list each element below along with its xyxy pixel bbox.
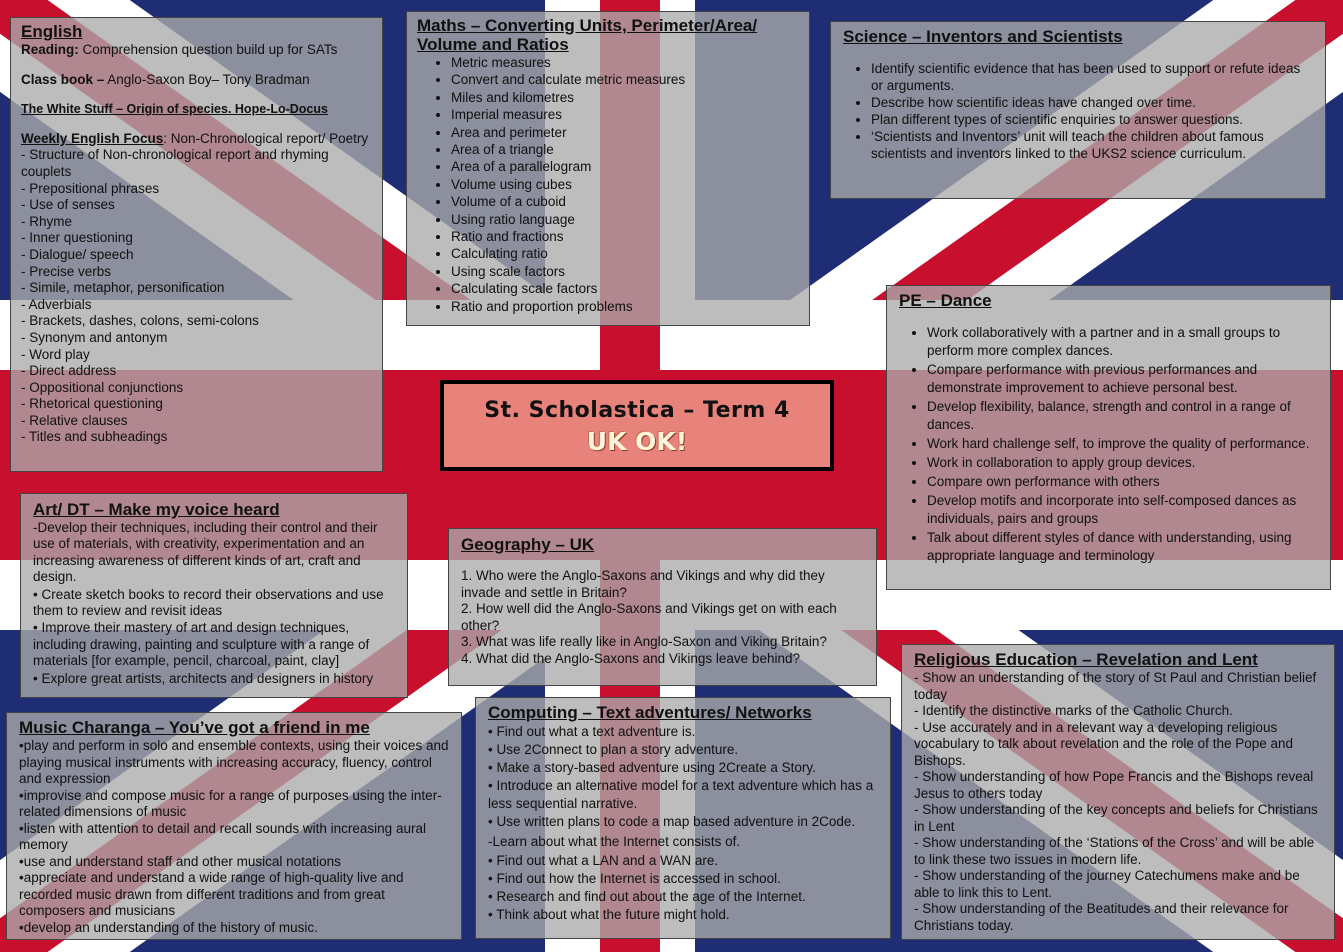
art-item-list bbox=[33, 520, 395, 687]
computing-list-item: • Make a story-based adventure using 2Create a Story. bbox=[488, 760, 816, 775]
pe-list-item: • Work in collaboration to apply group devices. bbox=[927, 454, 1318, 472]
english-list-item: - Adverbials bbox=[21, 296, 92, 312]
computing-list-item: • Use 2Connect to plan a story adventure. bbox=[488, 742, 739, 757]
music-list-item: •develop an understanding of the history of music. bbox=[19, 919, 318, 935]
computing-subheading: -Learn about what the Internet consists of. bbox=[488, 834, 741, 849]
computing-list-item: • Research and find out about the age of the Internet. bbox=[488, 889, 806, 904]
re-list-item: - Show understanding of the journey Catechumens make and be able to link this to Lent. bbox=[914, 868, 1300, 900]
science-list-item: • Describe how scientific ideas have changed over time. bbox=[871, 94, 1313, 111]
english-list-item: - Simile, metaphor, personification bbox=[21, 280, 225, 296]
focus-text: : Non-Chronological report/ Poetry bbox=[163, 130, 369, 146]
art-list-item: • Improve their mastery of art and design techniques, including drawing, painting and sculpture with a range of materials [for example, pencil, charcoal, paint, clay] bbox=[33, 620, 370, 669]
re-item-list bbox=[914, 670, 1322, 934]
re-heading: Religious Education – Revelation and Lent bbox=[914, 650, 1258, 669]
english-item-list bbox=[21, 147, 372, 446]
english-list-item: - Inner questioning bbox=[21, 230, 133, 246]
english-list-item: - Prepositional phrases bbox=[21, 180, 160, 196]
re-list-item: - Show an understanding of the story of St Paul and Christian belief today bbox=[914, 670, 1317, 702]
title-banner bbox=[440, 380, 834, 471]
computing-list-item: • Use written plans to code a map based adventure in 2Code. bbox=[488, 814, 856, 829]
reading-label: Reading: bbox=[21, 42, 79, 57]
english-list-item: - Precise verbs bbox=[21, 263, 112, 279]
music-list-item: •listen with attention to detail and recall sounds with increasing aural memory bbox=[19, 820, 426, 852]
re-list-item: - Identify the distinctive marks of the Catholic Church. bbox=[914, 703, 1233, 718]
english-list-item: - Dialogue/ speech bbox=[21, 246, 134, 262]
maths-list-item: • Imperial measures bbox=[451, 106, 799, 123]
re-list-item: - Show understanding of how Pope Francis and the Bishops reveal Jesus to others today bbox=[914, 769, 1314, 801]
white-stuff-text: The White Stuff – Origin of species. Hope-Lo-Docus bbox=[21, 102, 328, 117]
maths-list-item: • Using ratio language bbox=[451, 211, 799, 228]
reading-text: Comprehension question build up for SATs bbox=[78, 42, 338, 57]
english-list-item: - Word play bbox=[21, 346, 90, 362]
music-item-list bbox=[19, 738, 449, 936]
english-list-item: - Synonym and antonym bbox=[21, 329, 168, 345]
geography-panel bbox=[448, 528, 877, 686]
science-list-item: • Plan different types of scientific enquiries to answer questions. bbox=[871, 111, 1313, 128]
re-list-item: - Show understanding of the ‘Stations of the Cross’ and will be able to link these two issues in modern life. bbox=[914, 835, 1315, 867]
english-list-item: - Oppositional conjunctions bbox=[21, 379, 184, 395]
geography-item-list bbox=[461, 568, 864, 668]
computing-item-list-a bbox=[488, 723, 878, 831]
english-heading: English bbox=[21, 22, 83, 41]
maths-list-item: • Area of a triangle bbox=[451, 141, 799, 158]
re-list-item: - Show understanding of the Beatitudes and their relevance for Christians today. bbox=[914, 901, 1289, 933]
geography-list-item: 4. What did the Anglo-Saxons and Vikings leave behind? bbox=[461, 650, 800, 666]
english-list-item: - Relative clauses bbox=[21, 412, 128, 428]
music-list-item: •use and understand staff and other musical notations bbox=[19, 853, 341, 869]
science-panel bbox=[830, 21, 1326, 199]
pe-list-item: • Develop motifs and incorporate into self-composed dances as individuals, pairs and groups bbox=[927, 492, 1318, 528]
english-list-item: - Brackets, dashes, colons, semi-colons bbox=[21, 313, 259, 329]
english-list-item: - Use of senses bbox=[21, 197, 115, 213]
re-list-item: - Show understanding of the key concepts and beliefs for Christians in Lent bbox=[914, 802, 1318, 834]
english-class-book bbox=[21, 72, 372, 89]
geography-list-item: 2. How well did the Anglo-Saxons and Vikings get on with each other? bbox=[461, 601, 837, 633]
art-heading: Art/ DT – Make my voice heard bbox=[33, 500, 280, 519]
maths-list-item: • Convert and calculate metric measures bbox=[451, 71, 799, 88]
art-panel bbox=[20, 493, 408, 698]
maths-list-item: • Calculating scale factors bbox=[451, 280, 799, 297]
art-list-item: • Explore great artists, architects and designers in history bbox=[33, 670, 374, 686]
english-list-item: - Direct address bbox=[21, 363, 117, 379]
maths-list-item: • Volume of a cuboid bbox=[451, 193, 799, 210]
pe-heading: PE – Dance bbox=[899, 291, 992, 310]
class-book-label: Class book – bbox=[21, 71, 105, 87]
re-list-item: - Use accurately and in a relevant way a developing religious vocabulary to talk about revelation and the role of the Pope and Bishops. bbox=[914, 719, 1294, 768]
maths-list-item: • Area of a parallelogram bbox=[451, 158, 799, 175]
computing-list-item: • Find out what a text adventure is. bbox=[488, 724, 696, 739]
computing-list-item: • Find out how the Internet is accessed in school. bbox=[488, 871, 781, 886]
maths-panel bbox=[406, 11, 810, 326]
maths-list-item: • Ratio and fractions bbox=[451, 228, 799, 245]
computing-item-list-b bbox=[488, 852, 878, 924]
music-list-item: •play and perform in solo and ensemble contexts, using their voices and playing musical instruments with increasing accuracy, fluency, control and expression bbox=[19, 738, 449, 786]
pe-panel bbox=[886, 285, 1331, 590]
re-panel bbox=[901, 644, 1335, 940]
page-subtitle: UK OK! bbox=[586, 427, 688, 456]
maths-heading: Maths – Converting Units, Perimeter/Area/ Volume and Ratios bbox=[417, 16, 758, 54]
maths-item-list bbox=[417, 54, 799, 315]
page-title: St. Scholastica – Term 4 bbox=[484, 398, 790, 423]
science-item-list bbox=[843, 60, 1313, 162]
science-list-item: • Identify scientific evidence that has been used to support or refute ideas or arguments. bbox=[871, 60, 1313, 94]
english-focus bbox=[21, 131, 372, 148]
music-heading: Music Charanga – You’ve got a friend in me bbox=[19, 718, 370, 737]
english-panel bbox=[10, 17, 383, 472]
computing-list-item: • Think about what the future might hold. bbox=[488, 907, 730, 922]
english-list-item: - Rhyme bbox=[21, 213, 73, 229]
maths-list-item: • Volume using cubes bbox=[451, 176, 799, 193]
music-list-item: •improvise and compose music for a range of purposes using the inter-related dimensions of music bbox=[19, 787, 442, 819]
art-list-item: -Develop their techniques, including their control and their use of materials, with creativity, experimentation and an increasing awareness of different kinds of art, craft and design. bbox=[33, 520, 378, 585]
english-white-stuff bbox=[21, 101, 372, 118]
art-list-item: • Create sketch books to record their observations and use them to review and revisit ideas bbox=[33, 586, 384, 619]
pe-list-item: • Compare performance with previous performances and demonstrate improvement to achieve personal best. bbox=[927, 361, 1318, 397]
pe-list-item: • Work collaboratively with a partner and in a small groups to perform more complex dances. bbox=[927, 324, 1318, 360]
english-reading bbox=[21, 42, 372, 59]
music-list-item: •appreciate and understand a wide range of high-quality live and recorded music drawn from different traditions and from great composers and musicians bbox=[19, 870, 404, 918]
pe-list-item: • Compare own performance with others bbox=[927, 473, 1318, 491]
computing-heading: Computing – Text adventures/ Networks bbox=[488, 703, 812, 722]
geography-heading: Geography – UK bbox=[461, 535, 595, 554]
pe-list-item: • Work hard challenge self, to improve the quality of performance. bbox=[927, 435, 1318, 453]
music-panel bbox=[6, 712, 462, 940]
geography-list-item: 3. What was life really like in Anglo-Saxon and Viking Britain? bbox=[461, 634, 827, 650]
english-list-item: - Titles and subheadings bbox=[21, 429, 168, 445]
computing-list-item: • Introduce an alternative model for a text adventure which has a less sequential narrative. bbox=[488, 778, 874, 811]
science-list-item: • ‘Scientists and Inventors’ unit will teach the children about famous scientists and inventors linked to the UKS2 science curriculum. bbox=[871, 128, 1313, 162]
maths-list-item: • Area and perimeter bbox=[451, 124, 799, 141]
geography-list-item: 1. Who were the Anglo-Saxons and Vikings and why did they invade and settle in Britain? bbox=[461, 568, 825, 600]
pe-item-list bbox=[899, 324, 1318, 565]
maths-list-item: • Using scale factors bbox=[451, 263, 799, 280]
maths-list-item: • Ratio and proportion problems bbox=[451, 298, 799, 315]
computing-list-item: • Find out what a LAN and a WAN are. bbox=[488, 853, 719, 868]
maths-list-item: • Calculating ratio bbox=[451, 245, 799, 262]
maths-list-item: • Metric measures bbox=[451, 54, 799, 71]
english-list-item: - Rhetorical questioning bbox=[21, 396, 163, 412]
maths-list-item: • Miles and kilometres bbox=[451, 89, 799, 106]
computing-panel bbox=[475, 697, 891, 939]
science-heading: Science – Inventors and Scientists bbox=[843, 27, 1123, 46]
class-book-text: Anglo-Saxon Boy– Tony Bradman bbox=[104, 71, 310, 87]
pe-list-item: • Develop flexibility, balance, strength and control in a range of dances. bbox=[927, 398, 1318, 434]
focus-label: Weekly English Focus bbox=[21, 130, 164, 146]
pe-list-item: • Talk about different styles of dance with understanding, using appropriate language and terminology bbox=[927, 529, 1318, 565]
english-list-item: - Structure of Non-chronological report and rhyming couplets bbox=[21, 147, 329, 179]
